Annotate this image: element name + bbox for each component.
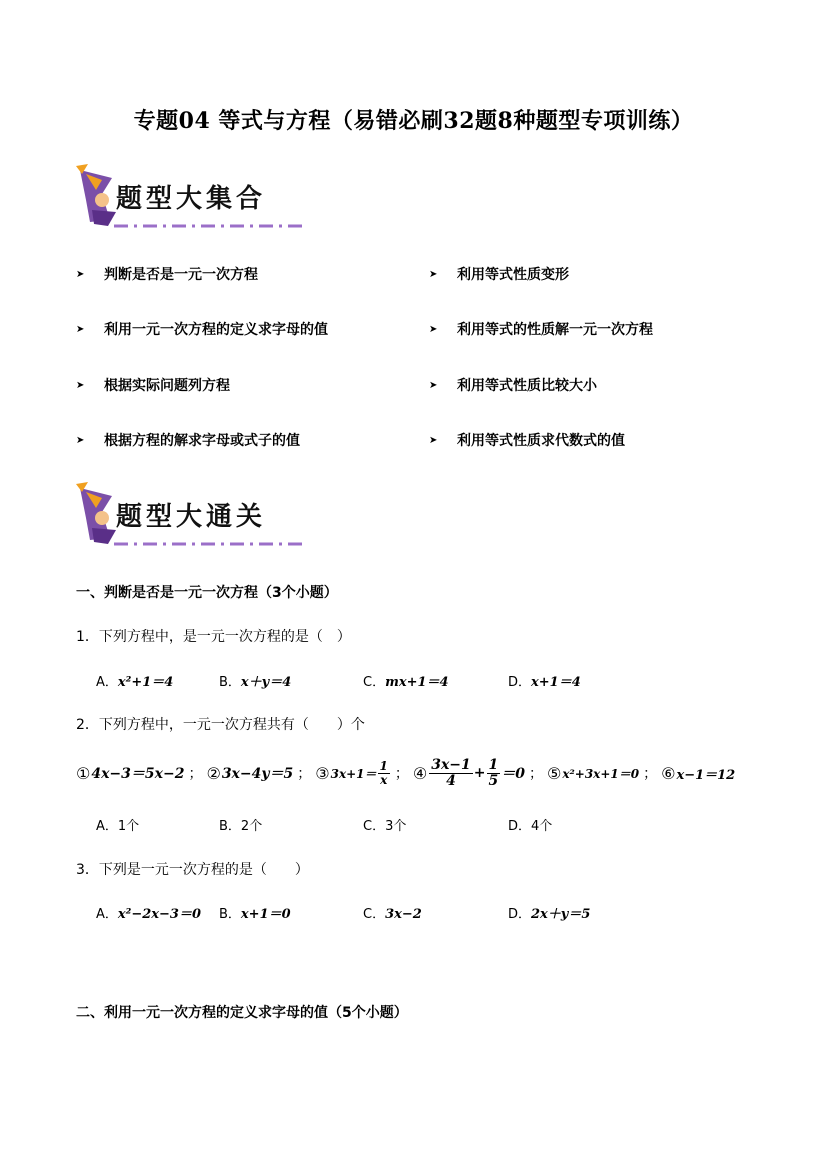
banner-pass-text: 题型大通关 bbox=[116, 502, 267, 532]
q2-option-a: A．1个 bbox=[96, 819, 140, 834]
topic-item: ➤ 根据方程的解求字母或式子的值 bbox=[76, 433, 300, 449]
topic-item: ➤ 利用一元一次方程的定义求字母的值 bbox=[76, 322, 328, 338]
arrow-icon: ➤ bbox=[76, 323, 85, 335]
q3-option-a: A．x²−2x−3＝0 bbox=[96, 907, 202, 922]
q3-option-b: B．x+1＝0 bbox=[219, 907, 291, 922]
section-heading: 二、利用一元一次方程的定义求字母的值（5个小题） bbox=[76, 1005, 408, 1021]
topic-item: ➤ 利用等式性质比较大小 bbox=[429, 378, 597, 394]
q3-option-c: C．3x−2 bbox=[363, 907, 422, 922]
arrow-icon: ➤ bbox=[429, 268, 438, 280]
arrow-icon: ➤ bbox=[76, 379, 85, 391]
section-heading: 一、判断是否是一元一次方程（3个小题） bbox=[76, 585, 338, 601]
question-1-stem: 1．下列方程中，是一元一次方程的是（ ） bbox=[76, 629, 351, 645]
q2-option-c: C．3个 bbox=[363, 819, 407, 834]
topic-item: ➤ 利用等式的性质解一元一次方程 bbox=[429, 322, 653, 338]
banner-collection bbox=[72, 160, 312, 238]
question-2-stem: 2．下列方程中，一元一次方程共有（ ）个 bbox=[76, 717, 365, 733]
question-3-stem: 3．下列是一元一次方程的是（ ） bbox=[76, 862, 309, 878]
q1-option-a: A．x²+1＝4 bbox=[96, 675, 174, 690]
arrow-icon: ➤ bbox=[429, 434, 438, 446]
banner-pass bbox=[72, 478, 312, 556]
arrow-icon: ➤ bbox=[76, 434, 85, 446]
page-title: 专题04 等式与方程（易错必刷32题8种题型专项训练） bbox=[133, 108, 694, 134]
banner-collection-text: 题型大集合 bbox=[116, 184, 267, 214]
q2-option-b: B．2个 bbox=[219, 819, 263, 834]
arrow-icon: ➤ bbox=[76, 268, 85, 280]
topic-item: ➤ 利用等式性质变形 bbox=[429, 267, 569, 283]
topic-item: ➤ 根据实际问题列方程 bbox=[76, 378, 230, 394]
q3-option-d: D．2x＋y＝5 bbox=[508, 907, 591, 922]
topic-item: ➤ 利用等式性质求代数式的值 bbox=[429, 433, 625, 449]
topic-item: ➤ 判断是否是一元一次方程 bbox=[76, 267, 258, 283]
q2-option-d: D．4个 bbox=[508, 819, 553, 834]
q2-equations: ① 4x−3＝5x−2 ； ② 3x−4y＝5 ； ③ 3x+1＝ $\frac{1}{x}$ ； ④ $\frac{3x-1}{4}$ + $\frac{1}{5}$ ＝0 ； ⑤ x²+3x+1＝0 ； ⑥ x−1＝12 bbox=[76, 756, 736, 789]
arrow-icon: ➤ bbox=[429, 379, 438, 391]
q1-option-b: B．x＋y＝4 bbox=[219, 675, 292, 690]
q1-option-d: D．x+1＝4 bbox=[508, 675, 581, 690]
q1-option-c: C．mx+1＝4 bbox=[363, 675, 449, 690]
arrow-icon: ➤ bbox=[429, 323, 438, 335]
